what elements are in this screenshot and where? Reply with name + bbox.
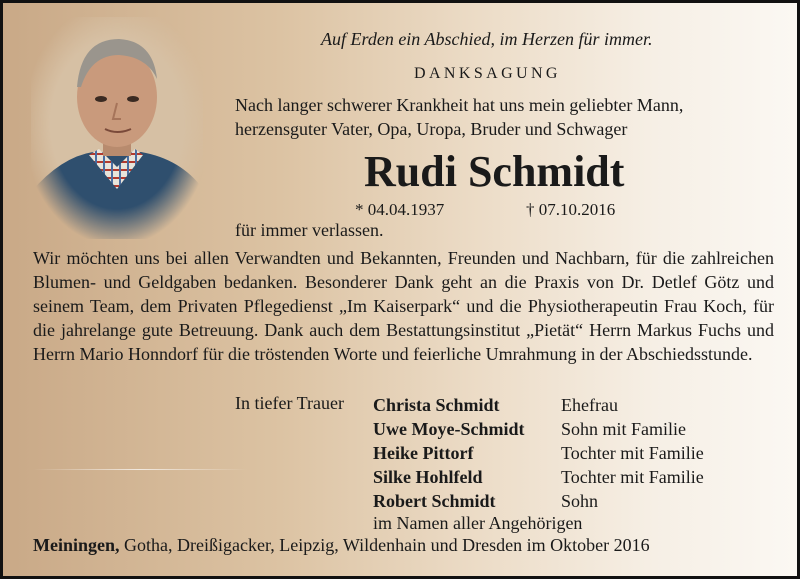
intro-text bbox=[235, 93, 683, 141]
mourner-row bbox=[373, 393, 704, 417]
intro-line: Nach langer schwerer Krankheit hat uns mein geliebter Mann, bbox=[235, 95, 684, 115]
mourner-name: Christa Schmidt bbox=[373, 395, 500, 415]
mourner-row bbox=[373, 417, 704, 441]
heading-danksagung: DANKSAGUNG bbox=[414, 65, 561, 82]
mourner-row bbox=[373, 465, 704, 489]
mourners-list bbox=[373, 393, 704, 513]
mourner-relation: Sohn bbox=[561, 491, 599, 511]
mourner-row bbox=[373, 489, 704, 513]
death-date: † 07.10.2016 bbox=[526, 200, 616, 219]
mourning-label: In tiefer Trauer bbox=[235, 393, 344, 413]
mourner-relation: Tochter mit Familie bbox=[561, 467, 704, 487]
mourner-name: Silke Hohlfeld bbox=[373, 467, 483, 487]
portrait-photo bbox=[31, 17, 203, 239]
divider bbox=[33, 469, 248, 470]
places-date-line bbox=[33, 535, 650, 556]
on-behalf-text: im Namen aller Angehörigen bbox=[373, 513, 583, 533]
footer-places: Gotha, Dreißigacker, Leipzig, Wildenhain und Dresden im Oktober 2016 bbox=[119, 535, 650, 555]
left-text: für immer verlassen. bbox=[235, 220, 384, 240]
mourner-relation: Sohn mit Familie bbox=[561, 419, 687, 439]
mourner-relation: Tochter mit Familie bbox=[561, 443, 704, 463]
footer-city: Meiningen, bbox=[33, 535, 120, 555]
birth-date: * 04.04.1937 bbox=[355, 200, 445, 219]
thanks-paragraph: Wir möchten uns bei allen Verwandten und Bekannten, Freunden und Nachbarn, für die zahlreichen Blumen- und Geldgaben bedanken. Besonderer Dank geht an die Praxis von Dr. Detlef Götz und seinem Team, dem Privaten Pflegedienst „Im Kaiserpark“ und die Physiotherapeutin Frau Koch, für die jahrelange gute Betreuung. Dank auch dem Bestattungsinstitut „Pietät“ Herrn Markus Fuchs und Herrn Mario Honndorf für die tröstenden Worte und feierliche Umrahmung in der Abschiedsstunde. bbox=[33, 248, 774, 364]
motto: Auf Erden ein Abschied, im Herzen für immer. bbox=[321, 29, 653, 49]
mourner-relation: Ehefrau bbox=[561, 395, 618, 415]
intro-line: herzensguter Vater, Opa, Uropa, Bruder und Schwager bbox=[235, 119, 628, 139]
mourner-name: Heike Pittorf bbox=[373, 443, 474, 463]
mourner-name: Uwe Moye-Schmidt bbox=[373, 419, 525, 439]
mourner-name: Robert Schmidt bbox=[373, 491, 496, 511]
mourner-row bbox=[373, 441, 704, 465]
deceased-name: Rudi Schmidt bbox=[364, 147, 625, 196]
